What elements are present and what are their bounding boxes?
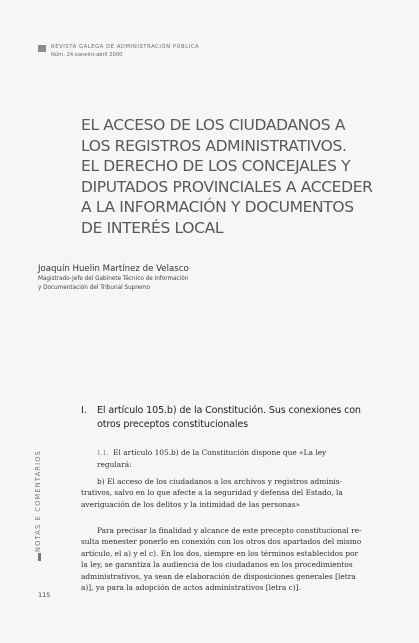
title-line: A LA INFORMACIÓN Y DOCUMENTOS (81, 198, 354, 217)
paragraph-line: sulta menester ponerlo en conexión con los otros dos apartados del mismo (81, 537, 362, 547)
paragraph-1 (97, 447, 326, 471)
paragraph-line: a)], ya para la adopción de actos administrativos [letra c)]. (81, 583, 301, 593)
margin-section-label: NOTAS E COMENTARIOS (34, 449, 42, 552)
subsection-number: 1.1. (97, 450, 109, 457)
section-heading: otros preceptos constitucionales (97, 419, 248, 430)
paragraph-line: administrativos, ya sean de elaboración de disposiciones generales [letra (81, 571, 356, 581)
section-marker (38, 553, 41, 561)
author-name: Joaquín Huelin Martínez de Velasco (38, 264, 189, 274)
title-line: DIPUTADOS PROVINCIALES A ACCEDER (81, 177, 373, 196)
paragraph-line: trativos, salvo en lo que afecte a la seguridad y defensa del Estado, la (81, 488, 343, 498)
title-line: LOS REGISTROS ADMINISTRATIVOS. (81, 136, 347, 155)
author-affiliation: y Documentación del Tribunal Supremo (38, 285, 151, 291)
journal-mark-icon (38, 45, 46, 52)
paragraph-line: El artículo 105.b) de la Constitución dispone que «La ley (113, 448, 327, 457)
section-heading: El artículo 105.b) de la Constitución. Sus conexiones con (97, 405, 361, 416)
paragraph-line: la ley, se garantiza la audiencia de los ciudadanos en los procedimientos (81, 560, 353, 570)
paragraph-line: Para precisar la finalidad y alcance de este precepto constitucional re- (97, 526, 362, 535)
page-number: 115 (38, 591, 51, 599)
paragraph-line: b) El acceso de los ciudadanos a los archivos y registros adminis- (97, 477, 343, 486)
paragraph-line: regulará: (97, 460, 132, 470)
article-title (81, 115, 401, 239)
paragraph-line: artículo, el a) y el c). En los dos, siempre en los términos establecidos por (81, 548, 358, 558)
title-line: EL DERECHO DE LOS CONCEJALES Y (81, 157, 351, 176)
title-line: DE INTERÉS LOCAL (81, 218, 224, 237)
author-affiliation: Magistrado-Jefe del Gabinete Técnico de Información (38, 276, 189, 282)
section-number: I. (81, 405, 87, 416)
title-line: EL ACCESO DE LOS CIUDADANOS A (81, 116, 346, 134)
journal-name: REVISTA GALEGA DE ADMINISTRACIÓN PÚBLICA (51, 44, 200, 50)
journal-issue: Núm. 24 xaneiro-abril 2000 (51, 52, 123, 58)
paragraph-2 (81, 476, 343, 510)
paragraph-line: averiguación de los delitos y la intimidad de las personas» (81, 499, 301, 509)
paragraph-3 (81, 525, 362, 593)
